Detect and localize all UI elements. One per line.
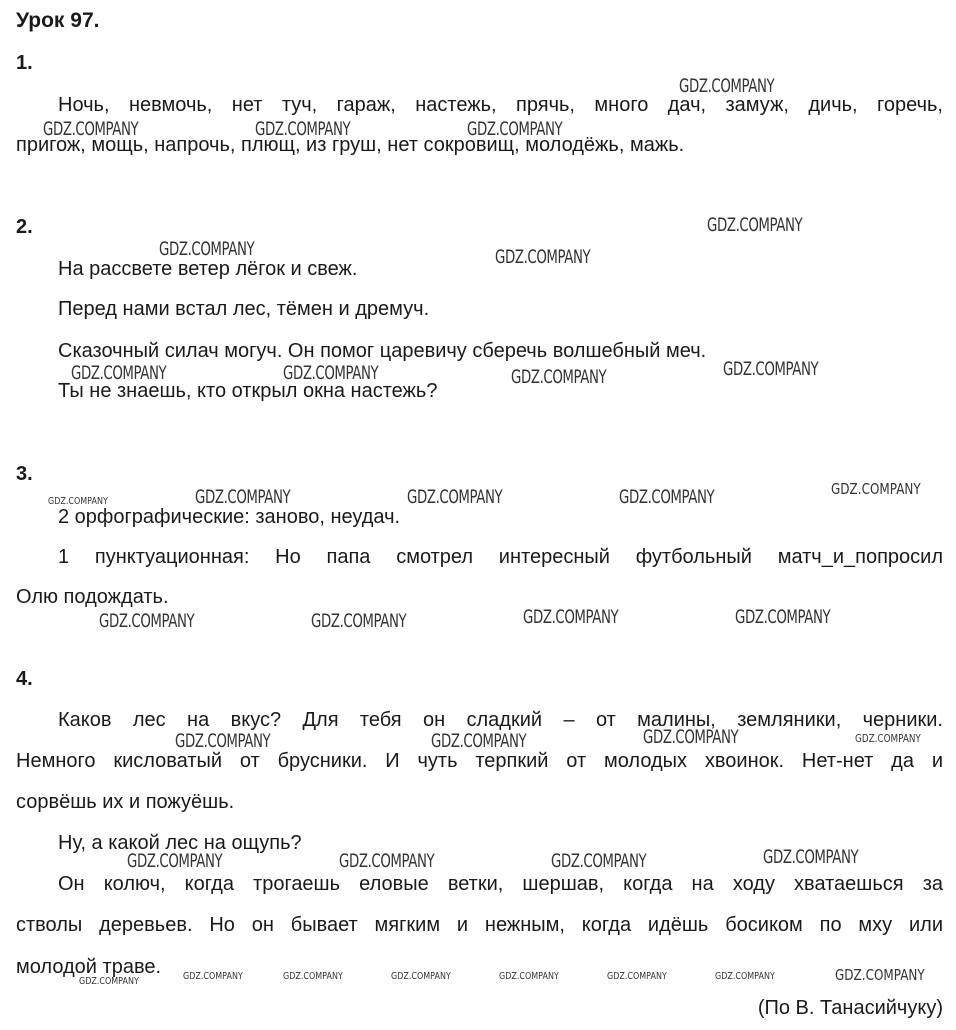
watermark: GDZ.COMPANY	[407, 486, 503, 508]
section-4-line-5: Он колюч, когда трогаешь еловые ветки, шершав, когда на ходу хватаешься за	[58, 873, 943, 895]
watermark: GDZ.COMPANY	[159, 238, 255, 260]
section-4-line-1: Каков лес на вкус? Для тебя он сладкий – от малины, земляники, черники.	[58, 709, 943, 731]
watermark: GDZ.COMPANY	[283, 362, 379, 384]
watermark-small: GDZ.COMPANY	[607, 971, 667, 982]
watermark: GDZ.COMPANY	[763, 846, 859, 868]
watermark-small: GDZ.COMPANY	[499, 971, 559, 982]
watermark-small: GDZ.COMPANY	[79, 976, 139, 987]
section-3-line-2: 1 пунктуационная: Но папа смотрел интересный футбольный матч_и_попросил	[58, 546, 943, 568]
section-1-line-1: Ночь, невмочь, нет туч, гараж, настежь, прячь, много дач, замуж, дичь, горечь,	[58, 94, 943, 116]
watermark: GDZ.COMPANY	[495, 246, 591, 268]
section-4-line-2: Немного кисловатый от брусники. И чуть терпкий от молодых хвоинок. Нет-нет да и	[16, 750, 943, 772]
page-title: Урок 97.	[16, 9, 100, 32]
watermark: GDZ.COMPANY	[175, 730, 271, 752]
section-3-line-1: 2 орфографические: заново, неудач.	[58, 506, 401, 528]
watermark: GDZ.COMPANY	[127, 850, 223, 872]
section-2-line-4: Ты не знаешь, кто открыл окна настежь?	[58, 380, 438, 402]
watermark: GDZ.COMPANY	[71, 362, 167, 384]
watermark-small: GDZ.COMPANY	[391, 971, 451, 982]
watermark-small: GDZ.COMPANY	[855, 732, 921, 745]
watermark: GDZ.COMPANY	[43, 118, 139, 140]
watermark: GDZ.COMPANY	[339, 850, 435, 872]
section-4-line-6: стволы деревьев. Но он бывает мягким и нежным, когда идёшь босиком по мху или	[16, 914, 943, 936]
watermark-small: GDZ.COMPANY	[835, 966, 925, 984]
section-4-line-7: молодой траве.	[16, 956, 162, 978]
section-2-line-2: Перед нами встал лес, тёмен и дремуч.	[58, 298, 430, 320]
section-2-line-3: Сказочный силач могуч. Он помог царевичу сберечь волшебный меч.	[58, 340, 707, 362]
watermark: GDZ.COMPANY	[523, 606, 619, 628]
section-2-line-1: На рассвете ветер лёгок и свеж.	[58, 258, 358, 280]
watermark: GDZ.COMPANY	[511, 366, 607, 388]
watermark: GDZ.COMPANY	[255, 118, 351, 140]
section-4-number: 4.	[16, 668, 33, 690]
watermark: GDZ.COMPANY	[619, 486, 715, 508]
section-3-number: 3.	[16, 463, 33, 485]
section-4-line-3: сорвёшь их и пожуёшь.	[16, 791, 235, 813]
watermark-small: GDZ.COMPANY	[715, 971, 775, 982]
watermark-small: GDZ.COMPANY	[283, 971, 343, 982]
section-3-line-3: Олю подождать.	[16, 586, 169, 608]
watermark: GDZ.COMPANY	[723, 358, 819, 380]
watermark-small: GDZ.COMPANY	[183, 971, 243, 982]
watermark: GDZ.COMPANY	[735, 606, 831, 628]
watermark: GDZ.COMPANY	[195, 486, 291, 508]
watermark: GDZ.COMPANY	[99, 610, 195, 632]
source-attribution: (По В. Танасийчуку)	[757, 997, 943, 1019]
watermark: GDZ.COMPANY	[467, 118, 563, 140]
section-2-number: 2.	[16, 216, 33, 238]
watermark-small: GDZ.COMPANY	[831, 480, 921, 498]
watermark: GDZ.COMPANY	[431, 730, 527, 752]
watermark: GDZ.COMPANY	[551, 850, 647, 872]
watermark: GDZ.COMPANY	[311, 610, 407, 632]
watermark: GDZ.COMPANY	[679, 75, 775, 97]
section-4-line-4: Ну, а какой лес на ощупь?	[58, 832, 302, 854]
section-1-line-2: пригож, мощь, напрочь, плющ, из груш, нет сокровищ, молодёжь, мажь.	[16, 134, 685, 156]
watermark: GDZ.COMPANY	[643, 726, 739, 748]
watermark-small: GDZ.COMPANY	[48, 496, 108, 507]
section-1-number: 1.	[16, 52, 33, 74]
watermark: GDZ.COMPANY	[707, 214, 803, 236]
